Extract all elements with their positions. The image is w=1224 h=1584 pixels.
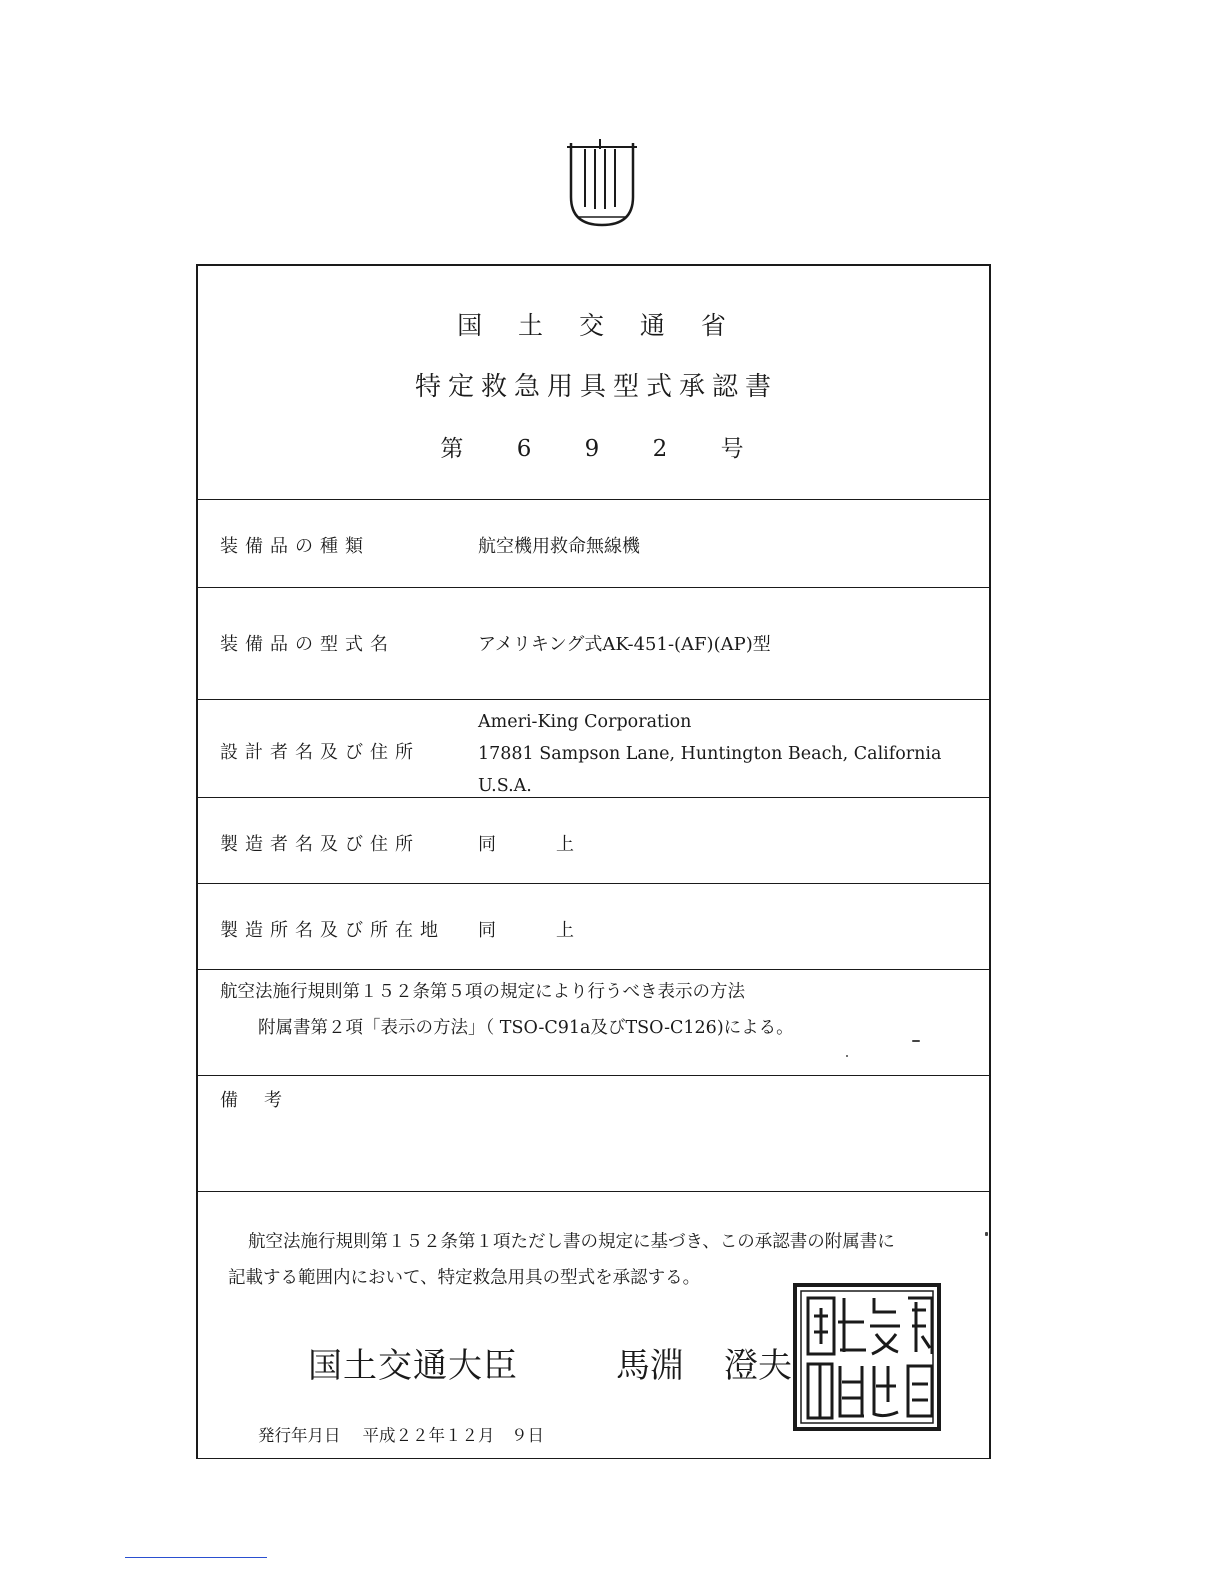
issue-date: 平成２２年１２月 ９日 — [362, 1426, 544, 1445]
ministry-emblem-icon — [565, 137, 639, 229]
designer-company: Ameri-King Corporation — [478, 712, 692, 732]
approval-text-line2: 記載する範囲内において、特定救急用具の型式を承認する。 — [228, 1268, 701, 1288]
row-factory — [198, 884, 989, 970]
scan-speck — [846, 1055, 848, 1057]
row-value: アメリキング式AK-451-(AF)(AP)型 — [478, 634, 771, 655]
row-label: 装備品の型式名 — [220, 634, 395, 655]
row-label: 装備品の種類 — [220, 536, 370, 557]
row-equipment-type — [198, 500, 989, 588]
issue-date-label: 発行年月日 — [258, 1426, 341, 1445]
scan-speck — [912, 1040, 920, 1042]
footnote-rule — [125, 1557, 267, 1558]
row-designer — [198, 700, 989, 798]
minister-title: 国土交通大臣 — [308, 1346, 518, 1386]
row-label: 設計者名及び住所 — [220, 742, 420, 763]
official-seal-icon — [792, 1282, 942, 1432]
row-value — [478, 830, 634, 856]
minister-family-name: 馬淵 — [616, 1346, 684, 1386]
approval-text-line1: 航空法施行規則第１５２条第１項ただし書の規定に基づき、この承認書の附属書に — [248, 1232, 895, 1252]
certificate-header — [198, 266, 989, 500]
row-display-method — [198, 970, 989, 1076]
row-label: 製造所名及び所在地 — [220, 920, 445, 941]
row-value — [478, 706, 941, 802]
issue-date-line — [258, 1422, 544, 1446]
row-label: 製造者名及び住所 — [220, 834, 420, 855]
remarks-label: 備考 — [220, 1090, 308, 1111]
certificate-number: 第 6 9 2 号 — [440, 436, 767, 462]
scan-speck — [985, 1232, 988, 1236]
minister-name — [616, 1338, 792, 1387]
designer-street: 17881 Sampson Lane, Huntington Beach, California — [478, 744, 942, 764]
row-value — [478, 916, 634, 942]
approval-section — [198, 1192, 989, 1460]
display-method-heading: 航空法施行規則第１５２条第５項の規定により行うべき表示の方法 — [220, 982, 745, 1002]
ministry-name: 国 土 交 通 省 — [457, 311, 740, 340]
same-as-above: 同上 — [478, 920, 634, 941]
same-as-above: 同上 — [478, 834, 634, 855]
display-method-text: 附属書第２項「表示の方法」（ TSO-C91a及びTSO-C126)による。 — [258, 1018, 794, 1038]
row-remarks — [198, 1076, 989, 1192]
minister-given-name: 澄夫 — [724, 1346, 792, 1386]
certificate-title: 特定救急用具型式承認書 — [414, 372, 778, 402]
certificate-frame — [196, 264, 991, 1459]
row-equipment-model — [198, 588, 989, 700]
designer-country: U.S.A. — [478, 776, 532, 796]
row-manufacturer — [198, 798, 989, 884]
row-value: 航空機用救命無線機 — [478, 536, 640, 557]
